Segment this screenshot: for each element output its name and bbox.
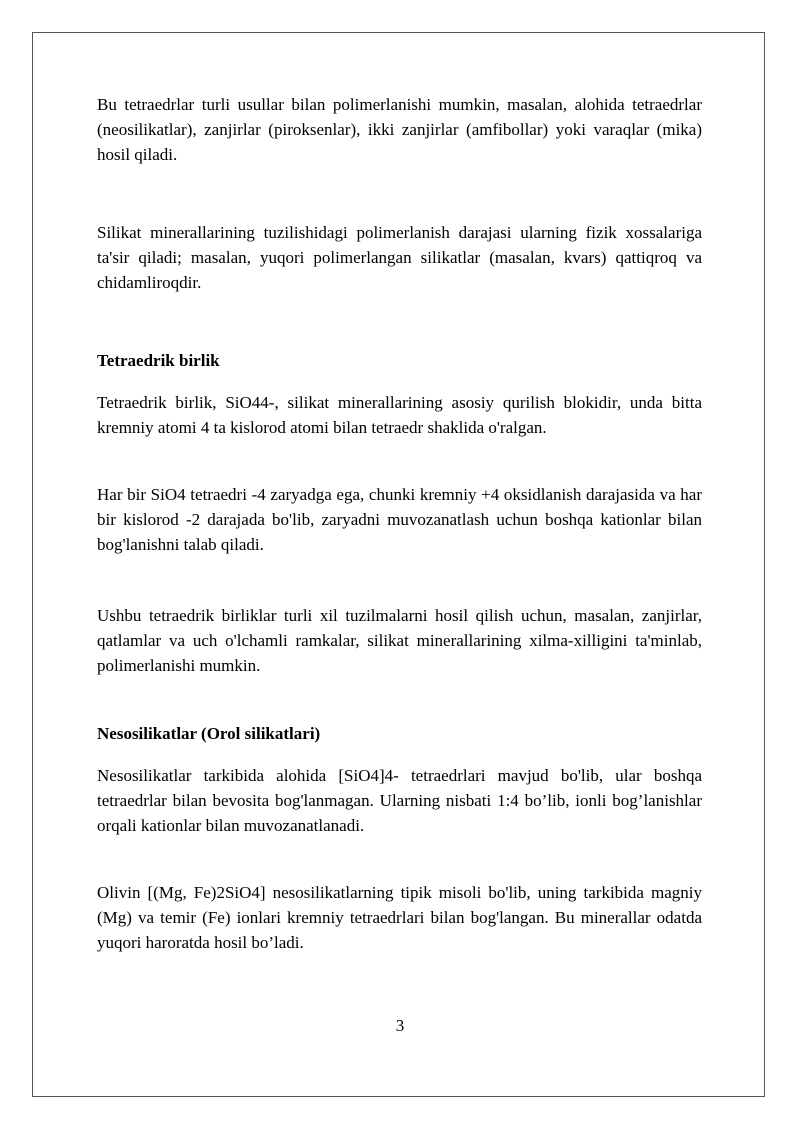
paragraph-nesosilicates: Nesosilikatlar tarkibida alohida [SiO4]4- tetraedrlari mavjud bo'lib, ular boshqa tetraedrlar bilan bevosita bog'lanmagan. Ularning nisbati 1:4 bo’lib, ionli bog’lanishlar orqali kationlar bilan muvozanatlanadi. <box>97 766 702 835</box>
page-number: 3 <box>395 1016 405 1035</box>
paragraph-polymerization-degree: Silikat minerallarining tuzilishidagi polimerlanish darajasi ularning fizik xossalariga ta'sir qiladi; masalan, yuqori polimerlangan silikatlar (masalan, kvars) qattiqroq va chidamliroqdir. <box>97 223 702 292</box>
document-body <box>97 92 702 955</box>
heading-nesosilicates: Nesosilikatlar (Orol silikatlari) <box>97 724 321 743</box>
paragraph-polymerization-types: Bu tetraedrlar turli usullar bilan polimerlanishi mumkin, masalan, alohida tetraedrlar (neosilikatlar), zanjirlar (piroksenlar), ikki zanjirlar (amfibollar) yoki varaqlar (mika) hosil qiladi. <box>97 95 702 164</box>
paragraph-tetrahedral-unit: Tetraedrik birlik, SiO44-, silikat minerallarining asosiy qurilish blokidir, unda bitta kremniy atomi 4 ta kislorod atomi bilan tetraedr shaklida o'ralgan. <box>97 393 702 437</box>
paragraph-tetrahedron-charge: Har bir SiO4 tetraedri -4 zaryadga ega, chunki kremniy +4 oksidlanish darajasida va har bir kislorod -2 darajada bo'lib, zaryadni muvozanatlash uchun boshqa kationlar bilan bog'lanishni talab qiladi. <box>97 485 702 554</box>
paragraph-olivine: Olivin [(Mg, Fe)2SiO4] nesosilikatlarning tipik misoli bo'lib, uning tarkibida magniy (Mg) va temir (Fe) ionlari kremniy tetraedrlari bilan bog'langan. Bu minerallar odatda yuqori haroratda hosil bo’ladi. <box>97 883 702 952</box>
heading-tetrahedral-unit: Tetraedrik birlik <box>97 351 220 370</box>
paragraph-tetrahedral-structures: Ushbu tetraedrik birliklar turli xil tuzilmalarni hosil qilish uchun, masalan, zanjirlar, qatlamlar va uch o'lchamli ramkalar, silikat minerallarining xilma-xilligini ta'minlab, polimerlanishi mumkin. <box>97 606 702 675</box>
